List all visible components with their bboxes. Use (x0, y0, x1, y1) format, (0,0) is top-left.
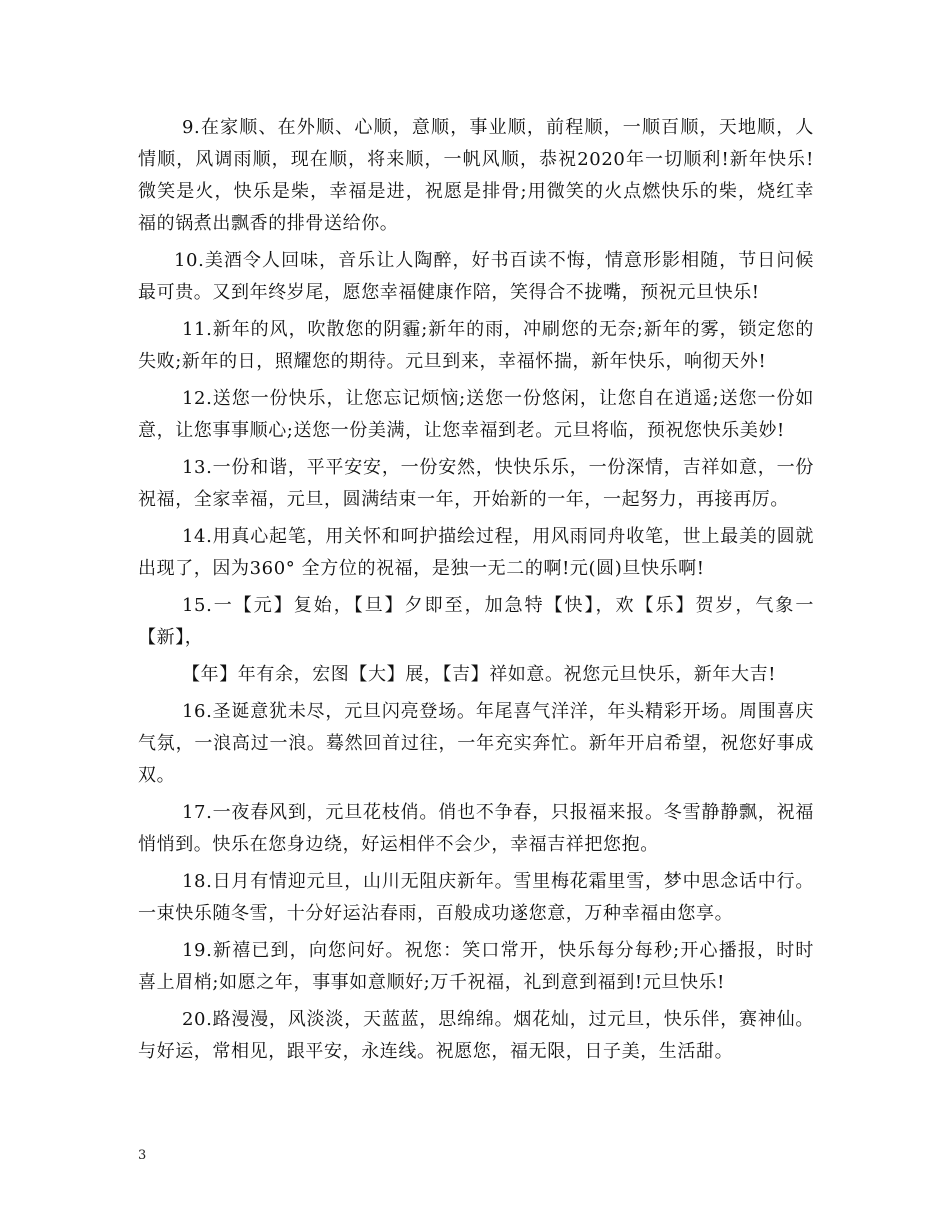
paragraph-15: 15.一【元】复始，【旦】夕即至，加急特【快】，欢【乐】贺岁，气象一【新】， (138, 595, 814, 648)
paragraph-16: 16.圣诞意犹未尽，元旦闪亮登场。年尾喜气洋洋，年头精彩开场。周围喜庆气氛，一浪高过一浪。蓦然回首过往，一年充实奔忙。新年开启希望，祝您好事成双。 (138, 701, 814, 786)
paragraph-17: 17.一夜春风到，元旦花枝俏。俏也不争春，只报福来报。冬雪静静飘，祝福悄悄到。快乐在您身边绕，好运相伴不会少，幸福吉祥把您抱。 (138, 802, 814, 855)
paragraph-10: 10.美酒令人回味，音乐让人陶醉，好书百读不悔，情意形影相随，节日问候最可贵。又到年终岁尾，愿您幸福健康作陪，笑得合不拢嘴，预祝元旦快乐! (138, 250, 814, 303)
paragraph-9: 9.在家顺、在外顺、心顺，意顺，事业顺，前程顺，一顺百顺，天地顺，人情顺，风调雨顺，现在顺，将来顺，一帆风顺，恭祝2020年一切顺利!新年快乐!微笑是火，快乐是柴，幸福是进，祝愿是排骨;用微笑的火点燃快乐的柴，烧红幸福的锅煮出飘香的排骨送给你。 (138, 117, 814, 234)
document-body (138, 112, 814, 1068)
paragraph-19: 19.新禧已到，向您问好。祝您：笑口常开，快乐每分每秒;开心播报，时时喜上眉梢;如愿之年，事事如意顺好;万千祝福，礼到意到福到!元旦快乐! (138, 940, 814, 993)
page-number: 3 (138, 1148, 147, 1163)
paragraph-11: 11.新年的风，吹散您的阴霾;新年的雨，冲刷您的无奈;新年的雾，锁定您的失败;新年的日，照耀您的期待。元旦到来，幸福怀揣，新年快乐，响彻天外! (138, 319, 814, 372)
paragraph-18: 18.日月有情迎元旦，山川无阻庆新年。雪里梅花霜里雪，梦中思念话中行。一束快乐随冬雪，十分好运沾春雨，百般成功遂您意，万种幸福由您享。 (138, 871, 814, 924)
paragraph-12: 12.送您一份快乐，让您忘记烦恼;送您一份悠闲，让您自在逍遥;送您一份如意，让您事事顺心;送您一份美满，让您幸福到老。元旦将临，预祝您快乐美妙! (138, 388, 814, 441)
paragraph-20: 20.路漫漫，风淡淡，天蓝蓝，思绵绵。烟花灿，过元旦，快乐伴，赛神仙。与好运，常相见，跟平安，永连线。祝愿您，福无限，日子美，生活甜。 (138, 1009, 814, 1062)
paragraph-14: 14.用真心起笔，用关怀和呵护描绘过程，用风雨同舟收笔，世上最美的圆就出现了，因为360° 全方位的祝福，是独一无二的啊!元(圆)旦快乐啊! (138, 526, 814, 579)
paragraph-15-continued: 【年】年有余，宏图【大】展，【吉】祥如意。祝您元旦快乐，新年大吉! (182, 664, 777, 685)
paragraph-13: 13.一份和谐，平平安安，一份安然，快快乐乐，一份深情，吉祥如意，一份祝福，全家幸福，元旦，圆满结束一年，开始新的一年，一起努力，再接再厉。 (138, 457, 814, 510)
